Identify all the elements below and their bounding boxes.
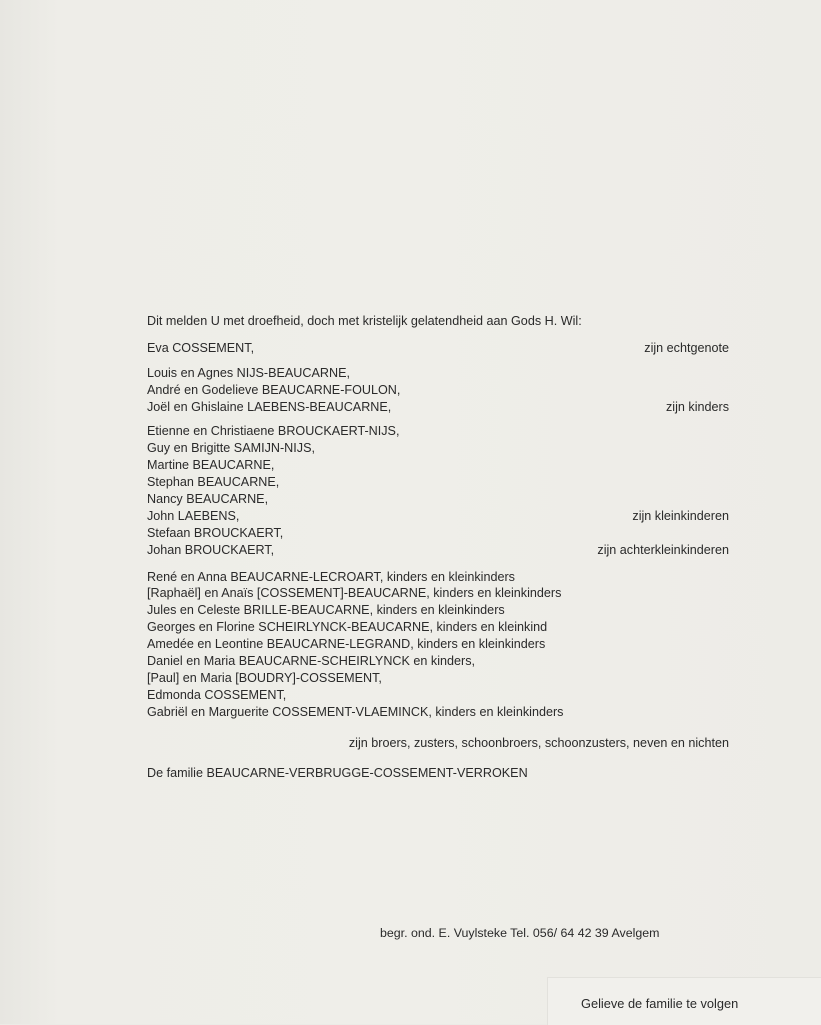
sibling-line: [147, 602, 729, 619]
child-line: [147, 382, 729, 399]
grandchild-name: John LAEBENS,: [147, 508, 240, 523]
grandchild-line: [147, 440, 729, 457]
grandchild-line: [147, 508, 729, 525]
sibling-line: [147, 704, 729, 721]
siblings-relation-line: [147, 735, 729, 752]
child-name: Joël en Ghislaine LAEBENS-BEAUCARNE,: [147, 399, 392, 414]
sibling-name: Jules en Celeste BRILLE-BEAUCARNE, kinders en kleinkinders: [147, 603, 505, 618]
follow-family-stamp: [547, 977, 821, 1025]
child-name: André en Godelieve BEAUCARNE-FOULON,: [147, 382, 401, 397]
grandchild-line: [147, 525, 729, 542]
sibling-line: [147, 619, 729, 636]
sibling-line: [147, 585, 729, 602]
spouse-name: Eva COSSEMENT,: [147, 340, 255, 355]
grandchild-line: [147, 457, 729, 474]
announcement-body: [147, 313, 729, 782]
grandchild-line: [147, 491, 729, 508]
family-name: De familie BEAUCARNE-VERBRUGGE-COSSEMENT-VERROKEN: [147, 766, 528, 781]
sibling-name: Gabriël en Marguerite COSSEMENT-VLAEMINCK, kinders en kleinkinders: [147, 704, 564, 719]
spouse-relation: zijn echtgenote: [644, 340, 729, 355]
sibling-line: [147, 636, 729, 653]
grandchild-name: Stefaan BROUCKAERT,: [147, 525, 284, 540]
grandchild-line: [147, 423, 729, 440]
great-grandchildren-relation: zijn achterkleinkinderen: [597, 542, 729, 557]
family-line: [147, 765, 729, 782]
undertaker-info: begr. ond. E. Vuylsteke Tel. 056/ 64 42 39 Avelgem: [380, 926, 660, 940]
child-name: Louis en Agnes NIJS-BEAUCARNE,: [147, 365, 350, 380]
grandchild-name: Nancy BEAUCARNE,: [147, 492, 269, 507]
sibling-line: [147, 569, 729, 586]
sibling-name: [Paul] en Maria [BOUDRY]-COSSEMENT,: [147, 670, 382, 685]
sibling-name: René en Anna BEAUCARNE-LECROART, kinders en kleinkinders: [147, 569, 515, 584]
intro-text: Dit melden U met droefheid, doch met kristelijk gelatendheid aan Gods H. Wil:: [147, 314, 582, 328]
grandchild-name: Johan BROUCKAERT,: [147, 542, 275, 557]
grandchild-line: [147, 542, 729, 559]
child-line: [147, 399, 729, 416]
grandchildren-relation: zijn kleinkinderen: [632, 508, 729, 523]
sibling-name: Amedée en Leontine BEAUCARNE-LEGRAND, kinders en kleinkinders: [147, 637, 546, 652]
spouse-line: [147, 340, 729, 357]
sibling-line: [147, 670, 729, 687]
grandchild-name: Stephan BEAUCARNE,: [147, 475, 280, 490]
children-relation: zijn kinders: [666, 399, 729, 414]
sibling-name: Georges en Florine SCHEIRLYNCK-BEAUCARNE, kinders en kleinkind: [147, 620, 548, 635]
child-line: [147, 365, 729, 382]
intro-line: [147, 313, 729, 330]
sibling-line: [147, 653, 729, 670]
follow-family-text: Gelieve de familie te volgen: [581, 996, 739, 1011]
sibling-name: Edmonda COSSEMENT,: [147, 687, 287, 702]
sibling-name: Daniel en Maria BEAUCARNE-SCHEIRLYNCK en kinders,: [147, 654, 476, 669]
grandchild-name: Etienne en Christiaene BROUCKAERT-NIJS,: [147, 424, 400, 439]
grandchild-line: [147, 474, 729, 491]
sibling-line: [147, 687, 729, 704]
grandchild-name: Martine BEAUCARNE,: [147, 458, 275, 473]
grandchild-name: Guy en Brigitte SAMIJN-NIJS,: [147, 441, 315, 456]
siblings-relation: zijn broers, zusters, schoonbroers, schoonzusters, neven en nichten: [348, 735, 729, 750]
sibling-name: [Raphaël] en Anaïs [COSSEMENT]-BEAUCARNE, kinders en kleinkinders: [147, 586, 562, 601]
